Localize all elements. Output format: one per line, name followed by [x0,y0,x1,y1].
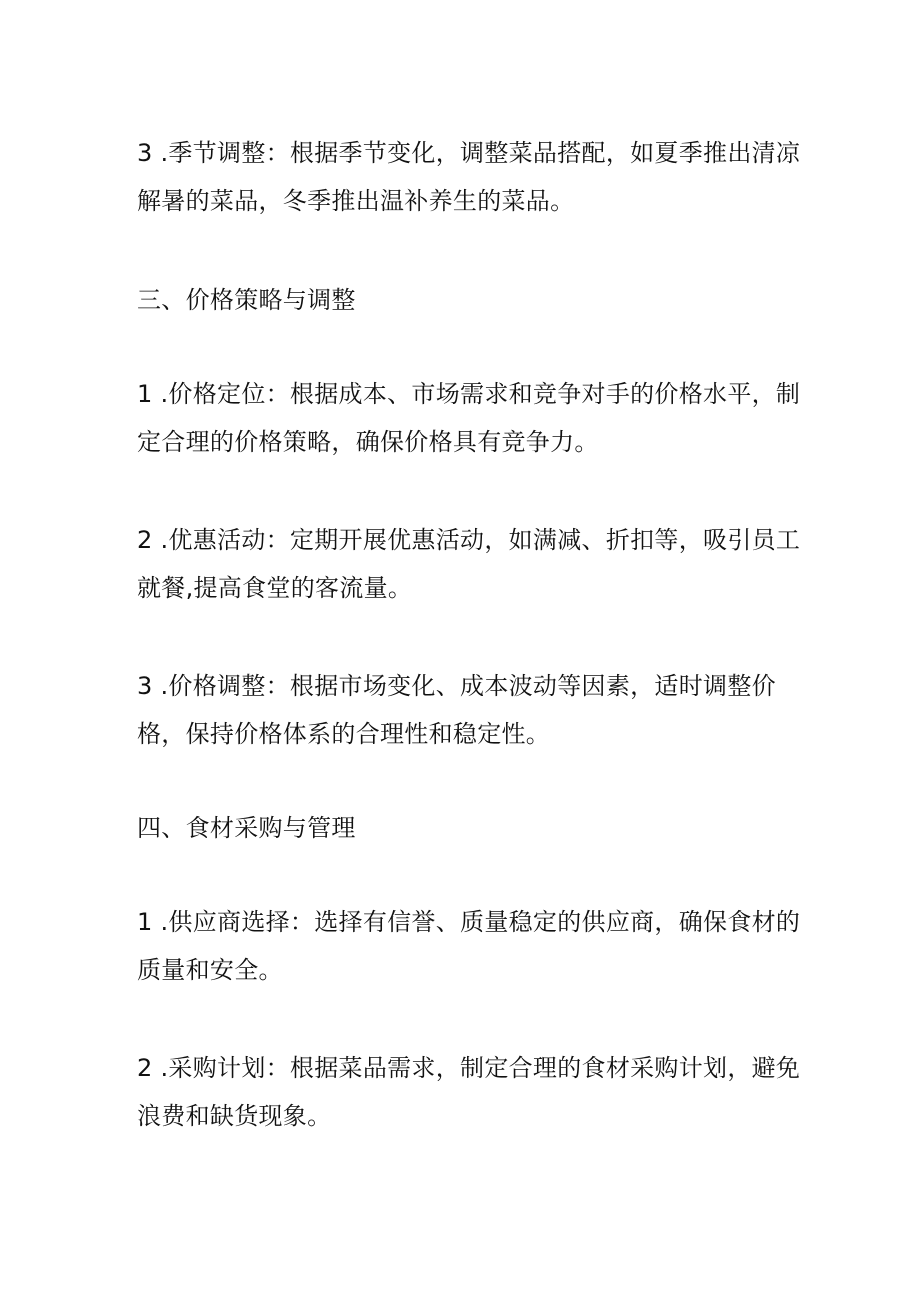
text-line: 定合理的价格策略，确保价格具有竞争力。 [137,428,599,456]
text-line: 质量和安全。 [137,956,283,984]
text-line: 解暑的菜品，冬季推出温补养生的菜品。 [137,187,575,215]
heading-text: 三、价格策略与调整 [137,286,356,314]
paragraph-price-positioning [137,370,801,466]
paragraph-purchase-plan [137,1044,801,1140]
text-line: 3 .价格调整：根据市场变化、成本波动等因素，适时调整价 [137,672,776,700]
text-line: 2 .采购计划：根据菜品需求，制定合理的食材采购计划，避免 [137,1054,801,1082]
text-line: 就餐,提高食堂的客流量。 [137,574,413,602]
paragraph-price-adjustment [137,662,787,758]
text-line: 1 .供应商选择：选择有信誉、质量稳定的供应商，确保食材的 [137,908,801,936]
section-heading-pricing [137,276,787,324]
text-line: 2 .优惠活动：定期开展优惠活动，如满减、折扣等，吸引员工 [137,526,801,554]
text-line: 格，保持价格体系的合理性和稳定性。 [137,720,551,748]
paragraph-supplier-selection [137,898,801,994]
section-heading-procurement [137,804,787,852]
text-line: 浪费和缺货现象。 [137,1102,332,1130]
paragraph-promotions [137,516,801,612]
text-line: 1 .价格定位：根据成本、市场需求和竞争对手的价格水平，制 [137,380,801,408]
text-line: 3 .季节调整：根据季节变化，调整菜品搭配，如夏季推出清凉 [137,139,801,167]
heading-text: 四、食材采购与管理 [137,814,356,842]
paragraph-seasonal-adjustment [137,129,801,225]
